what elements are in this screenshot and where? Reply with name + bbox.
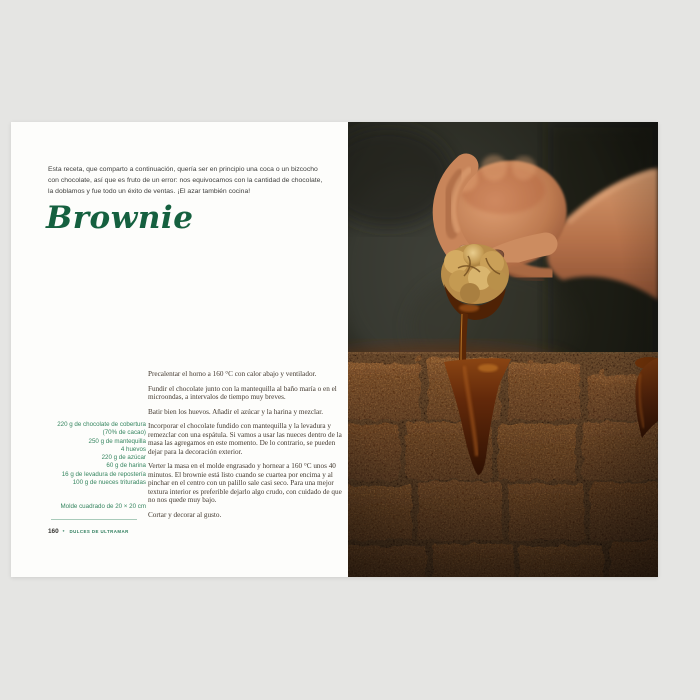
page-number: 160 <box>48 528 59 535</box>
ingredient-list <box>21 421 146 487</box>
intro-line: la doblamos y fue todo un éxito de ventas. ¡El azar también cocina! <box>48 187 251 195</box>
ingredient-line: 60 g de harina <box>106 462 146 470</box>
ingredient-line: (70% de cacao) <box>102 429 146 437</box>
instruction-steps <box>148 370 344 525</box>
book-spread <box>11 122 658 577</box>
photo-vignette <box>348 122 658 577</box>
recipe-photo-illustration <box>348 122 658 577</box>
equipment-note: Molde cuadrado de 20 × 20 cm <box>60 503 146 510</box>
ingredient-line: 4 huevos <box>120 445 146 453</box>
ingredient-line: 100 g de nueces trituradas <box>72 479 146 487</box>
instruction-step: Incorporar el chocolate fundido con mantequilla y la levadura y remezclar con una espátula. Si vamos a usar las nueces dentro de la masa las agregamos en este momento. De lo contrario, se pueden dejar para la decoración exterior. <box>148 422 342 456</box>
instruction-step: Precalentar el horno a 160 °C con calor abajo y ventilador. <box>148 370 317 378</box>
page-footer <box>48 528 129 538</box>
ingredient-line: 220 g de azúcar <box>101 454 146 462</box>
instruction-step: Verter la masa en el molde engrasado y hornear a 160 °C unos 40 minutos. El brownie está listo cuando se cuartea por encima y al pinchar en el centro con un palillo sale casi seco. Para una mejor textura interior es preferible dejarlo algo crudo, con cuidado de que no nos quede muy bajo. <box>148 462 342 505</box>
recipe-page <box>11 122 348 577</box>
ingredient-line: 16 g de levadura de repostería <box>61 470 146 478</box>
ingredient-line: 220 g de chocolate de cobertura <box>57 421 146 428</box>
instruction-step: Fundir el chocolate junto con la mantequilla al baño maría o en el microondas, a intervalos de tiempo muy breves. <box>148 384 337 402</box>
section-divider <box>51 519 137 520</box>
recipe-photo <box>348 122 658 577</box>
recipe-intro <box>48 165 348 198</box>
book-title: DULCES DE ULTRAMAR <box>69 529 129 534</box>
intro-line: con chocolate, así que es fruto de un error: nos equivocamos con la cantidad de chocolate, <box>48 176 323 184</box>
instruction-step: Cortar y decorar al gusto. <box>148 510 222 519</box>
footer-marker: * <box>62 529 65 534</box>
instruction-step: Batir bien los huevos. Añadir el azúcar y la harina y mezclar. <box>148 407 324 416</box>
intro-line: Esta receta, que comparto a continuación, quería ser en principio una coca o un bizcocho <box>48 166 318 173</box>
ingredient-line: 250 g de mantequilla <box>88 437 146 445</box>
recipe-title: Brownie <box>46 200 194 236</box>
